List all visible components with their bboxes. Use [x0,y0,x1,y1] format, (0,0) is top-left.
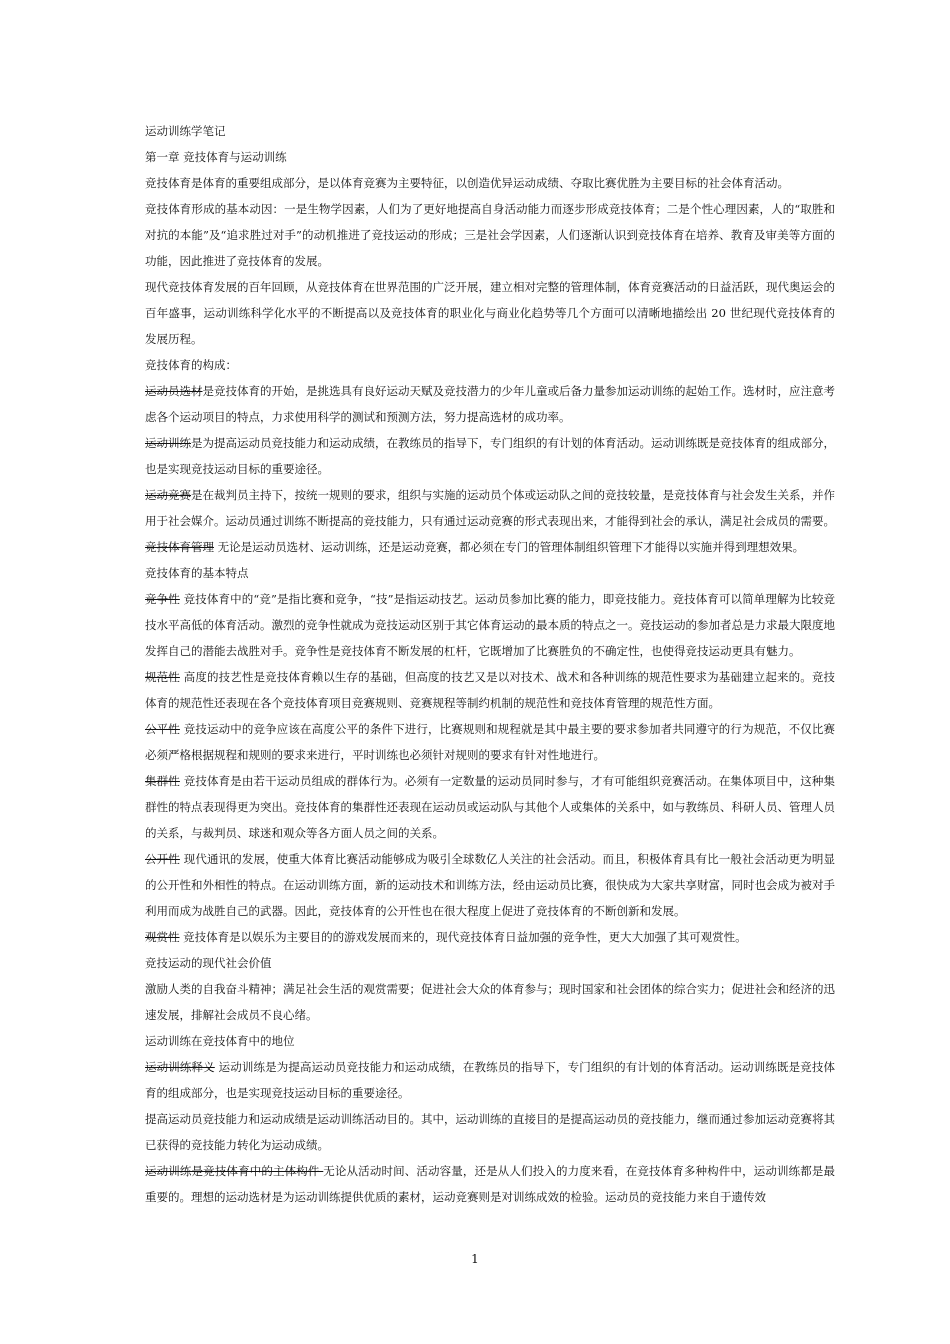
section-heading-position: 运动训练在竞技体育中的地位 [145,1034,295,1048]
term-text: 提高运动员竞技能力和运动成绩是运动训练活动目的。其中，运动训练的直接目的是提高运动员的竞技能力，继而通过参加运动竞赛将其已获得的竞技能力转化为运动成绩。 [145,1112,835,1152]
paragraph-history: 现代竞技体育发展的百年回顾，从竞技体育在世界范围的广泛开展，建立相对完整的管理体制，体育竞赛活动的日益活跃，现代奥运会的百年盛事，运动训练科学化水平的不断提高以及竞技体育的职业化与商业化趋势等几个方面可以清晰地描绘出 20 世纪现代竞技体育的 发展历程。 [145,280,835,346]
term-text: 运动训练是为提高运动员竞技能力和运动成绩，在教练员的指导下，专门组织的有计划的体育活动。运动训练既是竞技体育的组成部分，也是实现竞技运动目标的重要途径。 [145,1060,835,1100]
term-label: 竞争性 [145,592,180,606]
term-label: 运动训练释义 [145,1060,215,1074]
position-item [145,1158,835,1210]
feature-item [145,716,835,768]
term-text: 竞技体育是以娱乐为主要目的的游戏发展而来的，现代竞技体育日益加强的竞争性，更大大加强了其可观赏性。 [179,930,747,944]
document-title: 运动训练学笔记 [145,124,226,138]
term-text: 高度的技艺性是竞技体育赖以生存的基础，但高度的技艺又是以对技术、战术和各种训练的规范性要求为基础建立起来的。竞技体育的规范性还表现在各个竞技体育项目竞赛规则、竞赛规程等制约机制的规范性和竞技体育管理的规范性方面。 [145,670,835,710]
term-label: 集群性 [145,774,180,788]
position-item [145,1106,835,1158]
page-number: 1 [471,1252,479,1266]
term-label: 公开性 [145,852,180,866]
term-label: 规范性 [145,670,180,684]
term-text: 是在裁判员主持下，按统一规则的要求，组织与实施的运动员个体或运动队之间的竞技较量，是竞技体育与社会发生关系，并作用于社会媒介。运动员通过训练不断提高的竞技能力，只有通过运动竞赛的形式表现出来，才能得到社会的承认，满足社会成员的需要。 [145,488,835,528]
feature-item [145,664,835,716]
paragraph-definition: 竞技体育是体育的重要组成部分，是以体育竞赛为主要特征，以创造优异运动成绩、夺取比赛优胜为主要目标的社会体育活动。 [145,176,789,190]
document-body [145,118,835,1210]
term-label: 竞技体育管理 [145,540,214,554]
section-heading-value: 竞技运动的现代社会价值 [145,956,272,970]
feature-item [145,768,835,846]
composition-item [145,482,835,534]
term-label: 运动员选材 [145,384,203,398]
feature-item [145,924,835,950]
term-text: 竞技体育中的“竞”是指比赛和竞争，“技”是指运动技艺。运动员参加比赛的能力，即竞技能力。竞技体育可以简单理解为比较竞技水平高低的体育活动。激烈的竞争性就成为竞技运动区别于其它体育运动的最本质的特点之一。竞技运动的参加者总是力求最大限度地发挥自己的潜能去战胜对手。竞争性是竞技体育不断发展的杠杆，它既增加了比赛胜负的不确定性，也使得竞技运动更具有魅力。 [145,592,836,658]
feature-item [145,846,835,924]
term-label: 公平性 [145,722,180,736]
position-item [145,1054,835,1106]
term-text: 现代通讯的发展，使重大体育比赛活动能够成为吸引全球数亿人关注的社会活动。而且，积极体育具有比一般社会活动更为明显的公开性和外相性的特点。在运动训练方面，新的运动技术和训练方法，经由运动员比赛，很快成为大家共享财富，同时也会成为被对手利用而成为战胜自己的武器。因此，竞技体育的公开性也在很大程度上促进了竞技体育的不断创新和发展。 [145,852,835,918]
paragraph-value: 激励人类的自我奋斗精神；满足社会生活的观赏需要；促进社会大众的体育参与；现时国家和社会团体的综合实力；促进社会和经济的迅速发展，排解社会成员不良心绪。 [145,982,835,1022]
term-text: 是为提高运动员竞技能力和运动成绩，在教练员的指导下，专门组织的有计划的体育活动。运动训练既是竞技体育的组成部分，也是实现竞技运动目标的重要途径。 [145,436,835,476]
term-label: 观赏性 [145,930,180,944]
term-label: 运动训练是竞技体育中的主体构件 [145,1164,324,1178]
chapter-heading: 第一章 竞技体育与运动训练 [145,150,287,164]
composition-item [145,534,835,560]
term-text: 是竞技体育的开始，是挑选具有良好运动天赋及竞技潜力的少年儿童或后备力量参加运动训练的起始工作。选材时，应注意考虑各个运动项目的特点，力求使用科学的测试和预测方法，努力提高选材的成功率。 [145,384,835,424]
composition-item [145,430,835,482]
paragraph-motives: 竞技体育形成的基本动因：一是生物学因素，人们为了更好地提高自身活动能力而逐步形成竞技体育；二是个性心理因素，人的“取胜和对抗的本能”及“追求胜过对手”的动机推进了竞技运动的形成；三是社会学因素，人们逐渐认识到竞技体育在培养、教育及审美等方面的功能，因此推进了竞技体育的发展。 [145,202,835,268]
term-label: 运动竞赛 [145,488,191,502]
term-text: 竞技运动中的竞争应该在高度公平的条件下进行，比赛规则和规程就是其中最主要的要求参加者共同遵守的行为规范，不仅比赛必须严格根据规程和规则的要求来进行，平时训练也必须针对规则的要求有针对性地进行。 [145,722,835,762]
term-text: 竞技体育是由若干运动员组成的群体行为。必须有一定数量的运动员同时参与，才有可能组织竞赛活动。在集体项目中，这种集群性的特点表现得更为突出。竞技体育的集群性还表现在运动员或运动队与其他个人或集体的关系中，如与教练员、科研人员、管理人员的关系，与裁判员、球迷和观众等各方面人员之间的关系。 [145,774,835,840]
term-text: 无论从活动时间、活动容量，还是从人们投入的力度来看，在竞技体育多种构件中，运动训练都是最重要的。理想的运动选材是为运动训练提供优质的素材，运动竞赛则是对训练成效的检验。运动员的竞技能力来自于遗传效 [145,1164,835,1204]
feature-item [145,586,835,664]
term-text: 无论是运动员选材、运动训练，还是运动竞赛，都必须在专门的管理体制组织管理下才能得以实施并得到理想效果。 [214,540,805,554]
composition-item [145,378,835,430]
term-label: 运动训练 [145,436,191,450]
section-heading-composition: 竞技体育的构成： [145,358,237,372]
section-heading-features: 竞技体育的基本特点 [145,566,249,580]
